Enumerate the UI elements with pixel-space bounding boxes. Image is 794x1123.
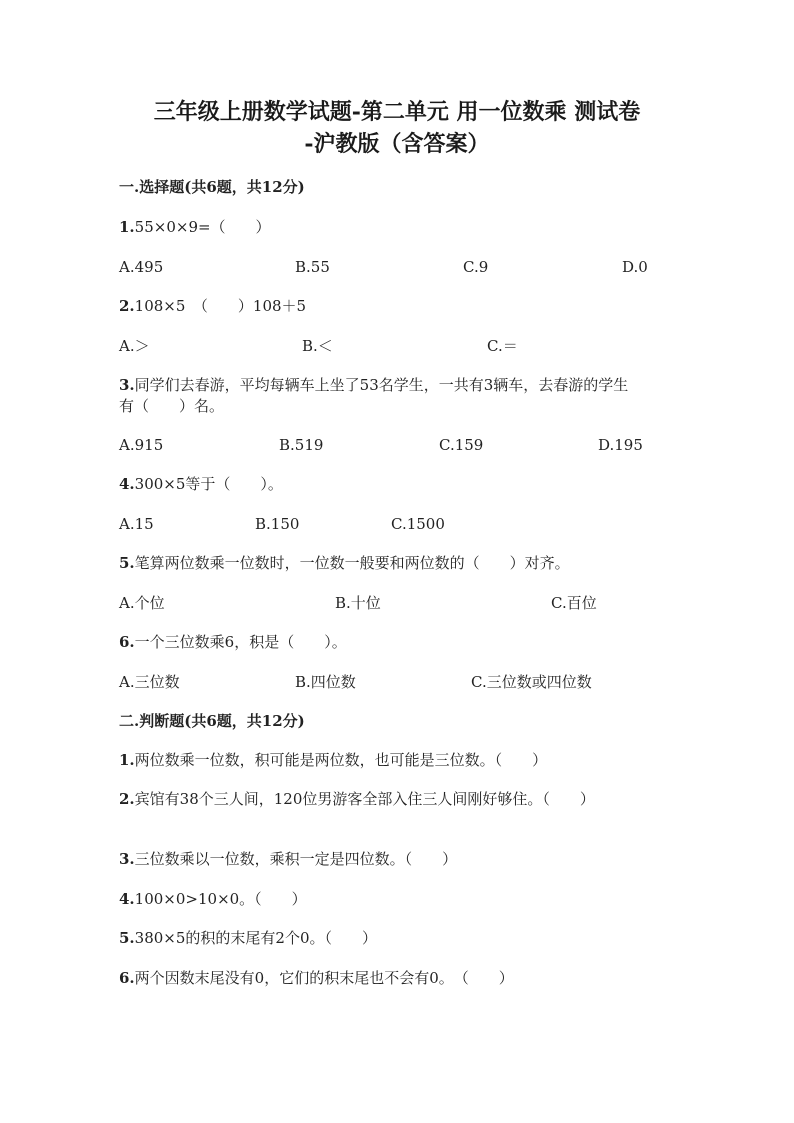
option-1-3-c[interactable]: C.159 (439, 436, 484, 454)
option-1-3-d[interactable]: D.195 (598, 436, 643, 454)
option-1-4-c[interactable]: C.1500 (391, 515, 445, 533)
question-number: 1. (119, 218, 135, 236)
option-1-2-c[interactable]: C.＝ (487, 337, 518, 355)
question-1-1 (119, 217, 271, 237)
question-2-1 (119, 750, 547, 770)
option-1-6-b[interactable]: B.四位数 (295, 673, 356, 691)
option-1-2-a[interactable]: A.＞ (119, 337, 150, 355)
option-1-1-a[interactable]: A.495 (119, 258, 164, 276)
question-2-4 (119, 889, 307, 909)
option-1-2-b[interactable]: B.＜ (302, 337, 333, 355)
question-1-3-continued: 有（ ）名。 (119, 397, 225, 415)
question-number: 4. (119, 890, 135, 908)
question-number: 6. (119, 969, 135, 987)
option-1-6-a[interactable]: A.三位数 (119, 673, 180, 691)
question-1-5 (119, 553, 570, 573)
question-text: 300×5等于（ ）。 (134, 475, 283, 493)
question-text: 宾馆有38个三人间，120位男游客全部入住三人间刚好够住。（ ） (134, 790, 595, 808)
question-text: 55×0×9=（ ） (134, 218, 271, 236)
section-1-heading: 一.选择题(共6题，共12分) (119, 178, 305, 196)
question-number: 2. (119, 790, 135, 808)
question-number: 6. (119, 633, 135, 651)
section-2-heading: 二.判断题(共6题，共12分) (119, 712, 305, 730)
question-1-4 (119, 474, 283, 494)
question-2-2 (119, 789, 595, 809)
question-text: 一个三位数乘6，积是（ ）。 (134, 633, 347, 651)
question-text: 两个因数末尾没有0，它们的积末尾也不会有0。 （ ） (134, 969, 514, 987)
question-2-6 (119, 968, 514, 988)
question-text: 两位数乘一位数，积可能是两位数，也可能是三位数。（ ） (134, 751, 548, 769)
question-1-3 (119, 375, 628, 395)
question-number: 1. (119, 751, 135, 769)
question-number: 3. (119, 850, 135, 868)
question-text: 同学们去春游，平均每辆车上坐了53名学生，一共有3辆车，去春游的学生 (134, 376, 629, 394)
option-1-3-b[interactable]: B.519 (279, 436, 324, 454)
option-1-4-b[interactable]: B.150 (255, 515, 300, 533)
question-number: 4. (119, 475, 135, 493)
option-1-1-d[interactable]: D.0 (622, 258, 648, 276)
option-1-3-a[interactable]: A.915 (119, 436, 164, 454)
title-line-2: -沪教版（含答案） (304, 131, 490, 157)
question-number: 5. (119, 554, 135, 572)
question-number: 3. (119, 376, 135, 394)
option-1-6-c[interactable]: C.三位数或四位数 (471, 673, 592, 691)
option-1-5-c[interactable]: C.百位 (551, 594, 597, 612)
title-line-1: 三年级上册数学试题-第二单元 用一位数乘 测试卷 (153, 99, 641, 125)
question-text: 100×0>10×0。（ ） (134, 890, 307, 908)
question-2-3 (119, 849, 457, 869)
question-1-2 (119, 296, 306, 316)
question-number: 5. (119, 929, 135, 947)
question-text: 108×5 （ ）108＋5 (134, 297, 307, 315)
option-1-1-c[interactable]: C.9 (463, 258, 489, 276)
question-text: 三位数乘以一位数，乘积一定是四位数。（ ） (134, 850, 458, 868)
question-text: 笔算两位数乘一位数时，一位数一般要和两位数的（ ）对齐。 (134, 554, 570, 572)
question-2-5 (119, 928, 377, 948)
question-number: 2. (119, 297, 135, 315)
question-text: 380×5的积的末尾有2个0。（ ） (134, 929, 378, 947)
option-1-5-a[interactable]: A.个位 (119, 594, 165, 612)
question-1-6 (119, 632, 347, 652)
option-1-5-b[interactable]: B.十位 (335, 594, 381, 612)
option-1-4-a[interactable]: A.15 (119, 515, 154, 533)
option-1-1-b[interactable]: B.55 (295, 258, 330, 276)
